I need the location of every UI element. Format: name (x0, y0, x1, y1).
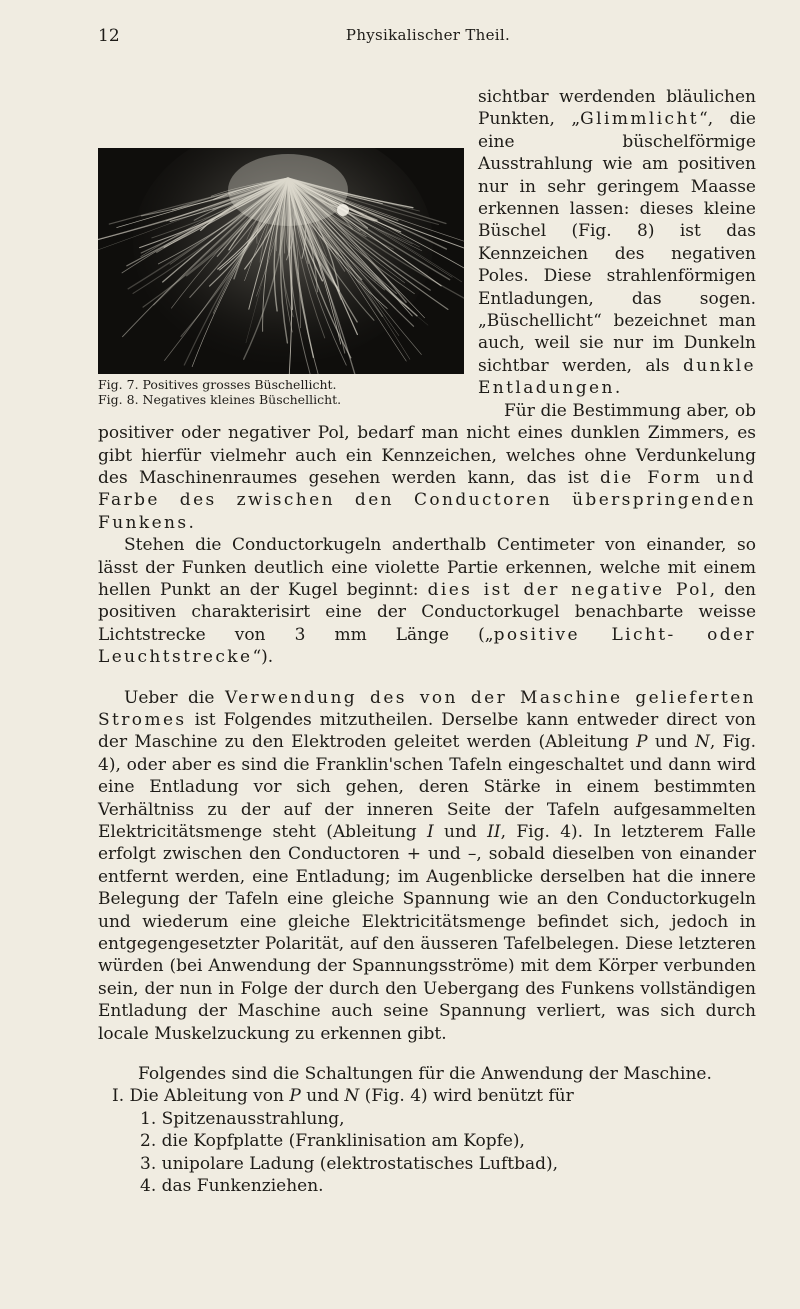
p1-text-e: . (614, 378, 621, 399)
p1-text-c: “, die eine büschelförmige Ausstrahlung wie am positiven nur in sehr geringem Maasse erkennen lassen: dieses kleine Büschel (Fig. 8) ist das Kennzeichen des negativen Poles. Diese strahlenförmigen Entladungen, das sogen. „Büschellicht“ bezeichnet man auch, weil sie nur im Dunkeln sichtbar werden, als (478, 109, 756, 376)
p4-text-a: Ueber die (124, 687, 225, 708)
term-verwendung: Verwendung des von der Maschine gelieferten Stromes (98, 687, 756, 730)
p4-symbol-n: N (694, 732, 710, 753)
paragraph-4 (98, 687, 756, 1046)
running-title: Physikalischer Theil. (345, 26, 511, 44)
brush-discharge-image (98, 148, 464, 374)
list-intro: Folgendes sind die Schaltungen für die Anwendung der Maschine. (138, 1064, 712, 1085)
list-subitem: 4. das Funkenziehen. (140, 1176, 324, 1197)
p4-symbol-i: I (426, 822, 434, 842)
item-I-text-a: I. Die Ableitung von (112, 1086, 290, 1107)
paragraph-2 (98, 400, 756, 534)
figure-block (98, 148, 464, 407)
term-negative-pol: dies ist der negative Pol (427, 579, 710, 600)
p4-text-c: ist Folgendes mitzutheilen. Derselbe kann entweder direct von der Maschine zu den Elektroden geleitet werden (Ableitung (98, 709, 756, 753)
section-gap-2 (98, 1045, 756, 1063)
list-subitem: 3. unipolare Ladung (elektrostatisches Luftbad), (140, 1153, 559, 1174)
p2-text-c: . (188, 512, 194, 533)
section-gap (98, 669, 756, 687)
p4-symbol-p: P (636, 732, 648, 753)
p4-text-k: , Fig. 4). In letzterem Falle erfolgt zwischen den Conductoren + und –, sobald dieselben von einander entfernt werden, eine Entladung; im Augenblicke derselben hat die innere Belegung der Tafeln eine gleiche Spannung wie an den Conductorkugeln und wiederum eine gleiche Elektricitätsmenge befindet sich, jedoch in entgegengesetzter Polarität, auf den äusseren Tafelbelegen. Diese letzteren würden (bei Anwendung der Spannungsströme) mit dem Körper verbunden sein, der nun in Folge der durch den Uebergang des Funkens vollständigen Entladung der Maschine auch seine Spannung verliert, was sich durch locale Muskelzuckung zu erkennen gibt. (98, 822, 756, 1044)
caption-fig8: Fig. 8. Negatives kleines Büschellicht. (98, 392, 342, 407)
list-subitem: 2. die Kopfplatte (Franklinisation am Kopfe), (140, 1131, 525, 1152)
list-subitems (140, 1108, 756, 1198)
page-number: 12 (98, 26, 120, 46)
page-header (98, 26, 758, 56)
paragraph-3 (98, 534, 756, 668)
p1-text-a: sichtbar werdenden bläulichen Punkten, „ (478, 87, 756, 130)
p3-text-c: , den positiven charakterisirt eine der Conductorkugel benachbarte weisse Lichtstrecke von 3 mm Länge („ (98, 579, 757, 645)
p3-text-a: Stehen die Conductorkugeln anderthalb Centimeter von einander, so lässt der Funken deutlich eine violette Partie erkennen, welche mit einem hellen Punkt an der Kugel beginnt: (98, 535, 756, 600)
item-I-text-c: und (300, 1086, 345, 1107)
p4-text-e: und (647, 732, 695, 753)
p4-text-g: , Fig. 4), oder aber es sind die Franklin'schen Tafeln eingeschaltet und dann wird eine Entladung vor sich gehen, deren Stärke in einem bestimmten Verhältniss zu der auf der inneren Seite der Tafeln aufgesammelten Elektricitätsmenge steht (Ableitung (98, 732, 757, 842)
p2-text-a: Für die Bestimmung aber, ob positiver oder negativer Pol, bedarf man nicht eines dunklen Zimmers, es gibt hierfür vielmehr auch ein Kennzeichen, welches ohne Verdunkelung des Maschinenraumes gesehen werden kann, das ist (98, 400, 756, 488)
term-glimmlicht: Glimmlicht (580, 109, 700, 130)
figure-captions (98, 377, 464, 407)
term-form-und-farbe: die Form und Farbe des zwischen den Conductoren überspringenden Funkens (98, 467, 756, 533)
p3-text-e: “). (252, 647, 274, 668)
term-leuchtstrecke: positive Licht- oder Leuchtstrecke (98, 624, 756, 668)
brush-discharge-photo (98, 148, 464, 374)
term-dunkle-entladungen: dunkle Entladungen (478, 355, 756, 399)
p4-symbol-ii: II (487, 822, 501, 842)
item-I-symbol-n: N (344, 1086, 360, 1107)
list-subitem: 1. Spitzenausstrahlung, (140, 1108, 345, 1129)
list-item-I (112, 1085, 756, 1107)
item-I-text-e: (Fig. 4) wird benützt für (359, 1086, 574, 1107)
p4-text-i: und (433, 822, 488, 842)
caption-fig7: Fig. 7. Positives grosses Büschellicht. (98, 377, 337, 392)
schaltungen-list (112, 1063, 756, 1197)
item-I-symbol-p: P (289, 1086, 301, 1107)
text-body (98, 86, 756, 1198)
